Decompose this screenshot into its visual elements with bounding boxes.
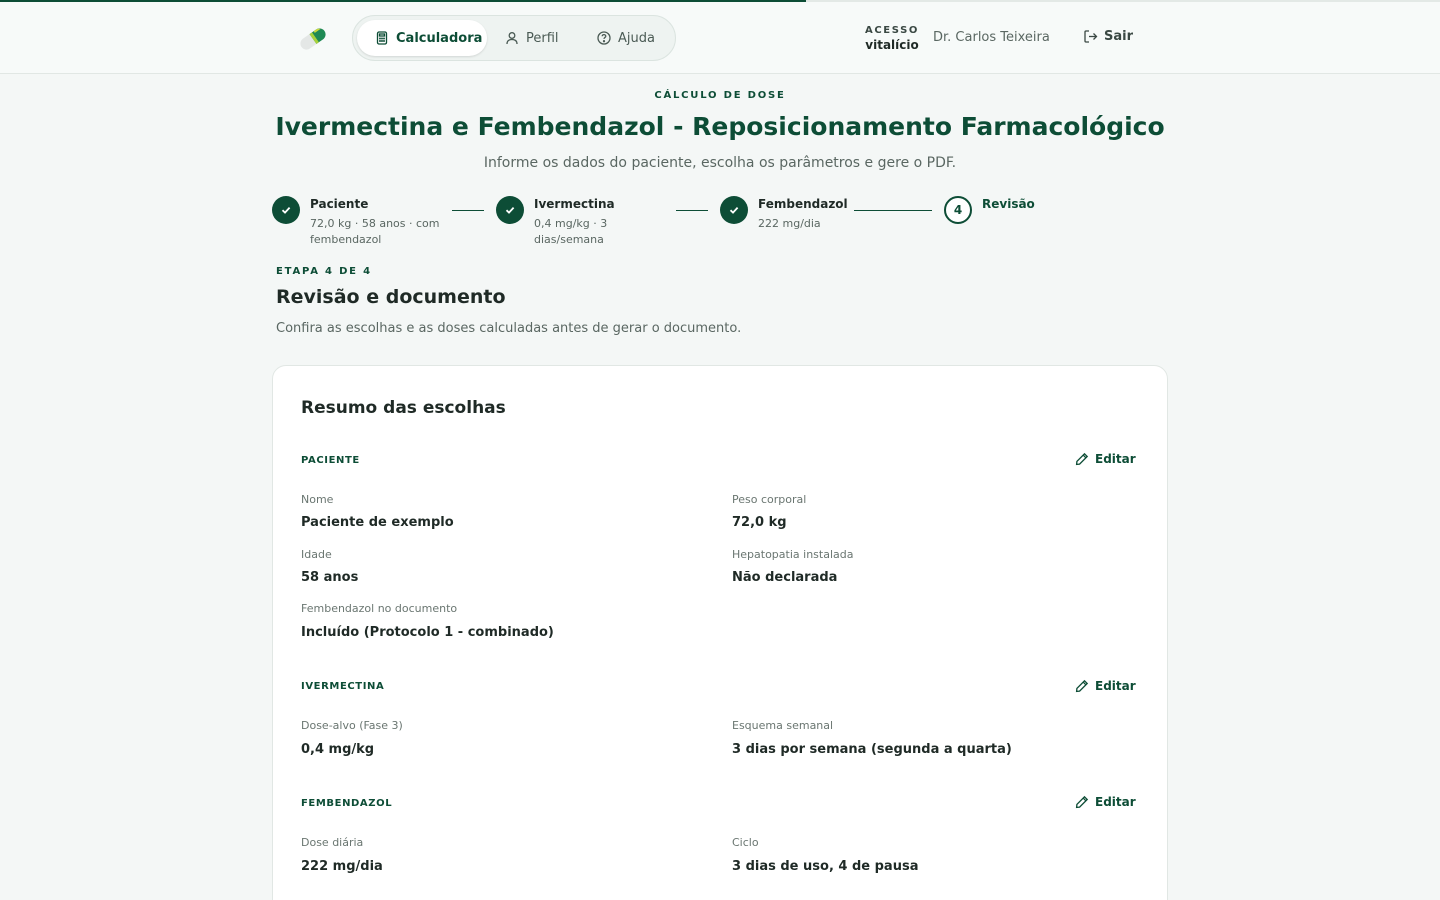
field-label-ciclo: Ciclo [732, 836, 759, 849]
field-label-dose-diaria: Dose diária [301, 836, 364, 849]
pencil-icon [1075, 452, 1089, 466]
step-check-icon [720, 196, 748, 224]
field-label-hepatopatia: Hepatopatia instalada [732, 548, 854, 561]
field-label-dose-alvo: Dose-alvo (Fase 3) [301, 719, 403, 732]
user-name: Dr. Carlos Teixeira [933, 30, 1050, 45]
field-value-dose-diaria: 222 mg/dia [301, 859, 383, 874]
step-connector [452, 210, 484, 211]
access-badge [862, 24, 922, 52]
step-title: Paciente [310, 197, 369, 211]
access-value: vitalício [865, 38, 919, 52]
nav-perfil[interactable] [505, 20, 581, 56]
edit-ivermectina-button[interactable] [1075, 679, 1136, 693]
edit-paciente-button[interactable] [1075, 452, 1136, 466]
section-label-fembendazol: FEMBENDAZOL [301, 798, 393, 809]
step-detail: 222 mg/dia [758, 217, 821, 230]
nav-ajuda-label: Ajuda [618, 30, 655, 46]
step-title: Revisão [982, 197, 1035, 211]
access-label: ACESSO [865, 25, 919, 36]
page-subtitle: Informe os dados do paciente, escolha os parâmetros e gere o PDF. [483, 155, 957, 171]
field-label-fembendazol-documento: Fembendazol no documento [301, 602, 458, 615]
nav-perfil-label: Perfil [526, 30, 559, 46]
user-icon [505, 31, 519, 45]
step-check-icon [272, 196, 300, 224]
edit-label: Editar [1095, 452, 1136, 466]
stage-label: ETAPA 4 DE 4 [276, 266, 372, 277]
field-label-nome: Nome [301, 493, 334, 506]
step-connector [854, 210, 932, 211]
logout-button[interactable] [1083, 29, 1133, 44]
page-eyebrow: CÁLCULO DE DOSE [654, 90, 786, 101]
field-value-hepatopatia: Não declarada [732, 570, 838, 585]
field-value-ciclo: 3 dias de uso, 4 de pausa [732, 859, 919, 874]
step-number: 4 [944, 196, 972, 224]
pencil-icon [1075, 679, 1089, 693]
step-connector [676, 210, 708, 211]
field-value-peso: 72,0 kg [732, 515, 787, 530]
nav-ajuda[interactable] [597, 20, 667, 56]
step-detail: 72,0 kg · 58 anos · com fembendazol [310, 217, 440, 246]
step-title: Ivermectina [534, 197, 615, 211]
main-nav [352, 15, 676, 61]
field-value-nome: Paciente de exemplo [301, 515, 454, 530]
step-title: Fembendazol [758, 197, 848, 211]
pencil-icon [1075, 795, 1089, 809]
stage-title: Revisão e documento [276, 286, 506, 308]
summary-title: Resumo das escolhas [301, 398, 506, 418]
field-value-esquema: 3 dias por semana (segunda a quarta) [732, 742, 1012, 757]
nav-calculadora-label: Calculadora [396, 30, 483, 46]
field-label-esquema: Esquema semanal [732, 719, 834, 732]
field-label-idade: Idade [301, 548, 332, 561]
stage-description: Confira as escolhas e as doses calculadas antes de gerar o documento. [276, 321, 742, 336]
nav-calculadora[interactable] [357, 20, 487, 56]
edit-label: Editar [1095, 795, 1136, 809]
field-value-fembendazol-documento: Incluído (Protocolo 1 - combinado) [301, 625, 554, 640]
summary-card [272, 365, 1168, 900]
field-label-peso: Peso corporal [732, 493, 807, 506]
edit-label: Editar [1095, 679, 1136, 693]
edit-fembendazol-button[interactable] [1075, 795, 1136, 809]
section-label-paciente: PACIENTE [301, 455, 360, 466]
calculator-icon [375, 31, 389, 45]
help-circle-icon [597, 31, 611, 45]
logout-label: Sair [1104, 29, 1134, 44]
section-label-ivermectina: IVERMECTINA [301, 681, 385, 692]
step-check-icon [496, 196, 524, 224]
step-detail: 0,4 mg/kg · 3 dias/semana [534, 217, 608, 246]
pill-logo-icon[interactable] [296, 24, 330, 54]
logout-icon [1083, 29, 1098, 44]
field-value-dose-alvo: 0,4 mg/kg [301, 742, 375, 757]
top-bar [0, 2, 1440, 74]
page-title: Ivermectina e Fembendazol - Reposicionamento Farmacológico [275, 112, 1165, 141]
field-value-idade: 58 anos [301, 570, 359, 585]
